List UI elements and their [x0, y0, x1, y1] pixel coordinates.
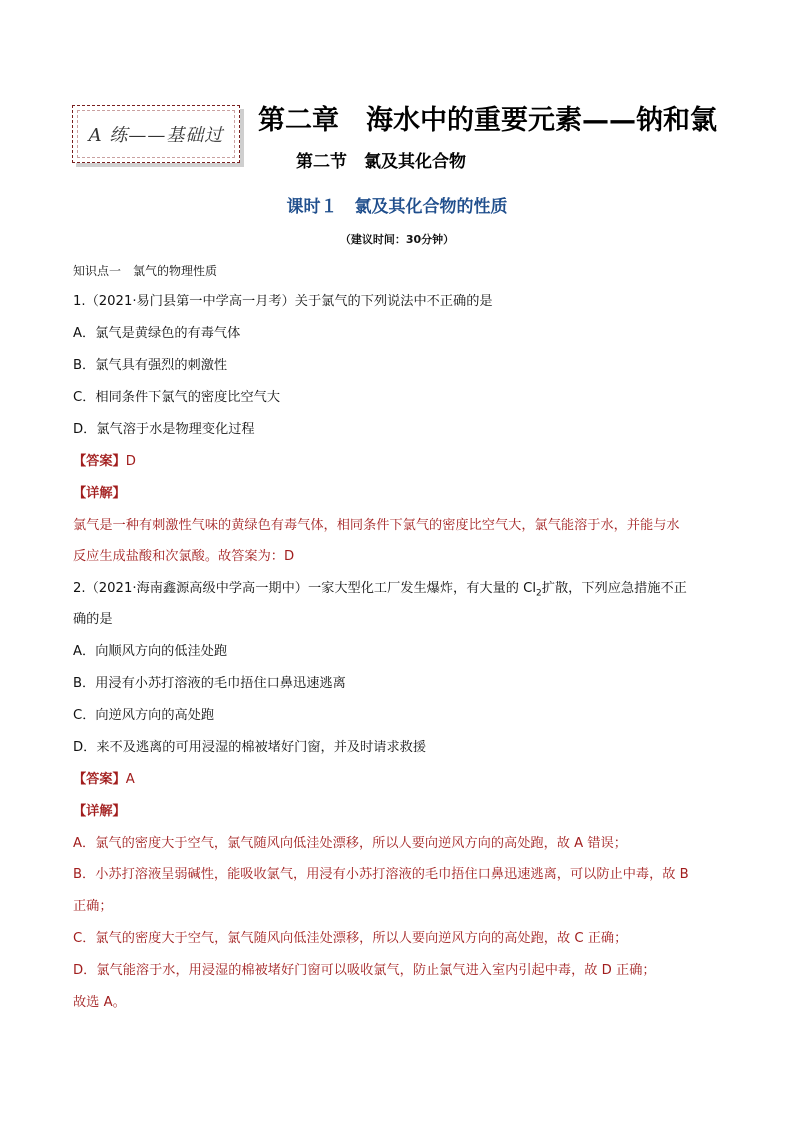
q1-option-a: A．氯气是黄绿色的有毒气体 — [73, 326, 241, 341]
section-title: 第二节 氯及其化合物 — [296, 152, 466, 172]
q1-option-d: D．氯气溶于水是物理变化过程 — [73, 422, 255, 437]
chapter-title: 第二章 海水中的重要元素——钠和氯 — [258, 105, 717, 136]
q2-detail-line-4: C．氯气的密度大于空气，氯气随风向低洼处漂移，所以人要向逆风方向的高处跑，故 C 正确； — [73, 931, 628, 946]
q2-stem-line-1 — [73, 580, 687, 603]
q2-answer-value: A — [125, 772, 135, 787]
q1-detail-line-2: 反应生成盐酸和次氯酸。故答案为：D — [73, 549, 295, 564]
q1-option-c: C．相同条件下氯气的密度比空气大 — [73, 390, 281, 405]
q2-detail-line-2: B．小苏打溶液呈弱碱性，能吸收氯气，用浸有小苏打溶液的毛巾捂住口鼻迅速逃离，可以防止中毒，故 B — [73, 867, 689, 882]
q1-detail-label: 【详解】 — [73, 486, 126, 501]
q1-option-b: B．氯气具有强烈的刺激性 — [73, 358, 228, 373]
q1-answer-label: 【答案】 — [73, 454, 126, 469]
q2-answer — [73, 771, 135, 789]
q2-option-c: C．向逆风方向的高处跑 — [73, 708, 215, 723]
q2-stem-line-2: 确的是 — [73, 612, 113, 627]
lesson-title: 课时１ 氯及其化合物的性质 — [286, 197, 508, 217]
q2-detail-line-3: 正确； — [73, 899, 113, 914]
q2-conclusion: 故选 A。 — [73, 995, 126, 1010]
suggested-time: （建议时间：30分钟） — [339, 233, 455, 246]
practice-badge — [72, 105, 240, 163]
knowledge-point-heading: 知识点一 氯气的物理性质 — [73, 264, 218, 278]
q1-stem: 1.（2021·易门县第一中学高一月考）关于氯气的下列说法中不正确的是 — [73, 294, 493, 309]
q2-option-a: A．向顺风方向的低洼处跑 — [73, 644, 228, 659]
q2-stem-part-2: 扩散，下列应急措施不正 — [541, 581, 687, 596]
q2-option-b: B．用浸有小苏打溶液的毛巾捂住口鼻迅速逃离 — [73, 676, 346, 691]
q1-answer — [73, 453, 136, 471]
q1-detail-line-1: 氯气是一种有刺激性气味的黄绿色有毒气体，相同条件下氯气的密度比空气大，氯气能溶于水，并能与水 — [73, 518, 680, 533]
q2-detail-line-1: A．氯气的密度大于空气，氯气随风向低洼处漂移，所以人要向逆风方向的高处跑，故 A 错误； — [73, 836, 627, 851]
q2-answer-label: 【答案】 — [73, 772, 126, 787]
q1-answer-value: D — [125, 454, 136, 469]
q2-option-d: D．来不及逃离的可用浸湿的棉被堵好门窗，并及时请求救援 — [73, 740, 427, 755]
q2-detail-line-5: D．氯气能溶于水，用浸湿的棉被堵好门窗可以吸收氯气，防止氯气进入室内引起中毒，故 D 正确； — [73, 963, 656, 978]
practice-badge-inner — [77, 110, 235, 158]
q2-stem-subscript: 2 — [536, 588, 542, 599]
practice-badge-text: A 练——基础过 — [88, 125, 224, 146]
q2-detail-label: 【详解】 — [73, 804, 126, 819]
q2-stem-part-1: 2.（2021·海南鑫源高级中学高一期中）一家大型化工厂发生爆炸，有大量的 Cl — [73, 581, 537, 596]
